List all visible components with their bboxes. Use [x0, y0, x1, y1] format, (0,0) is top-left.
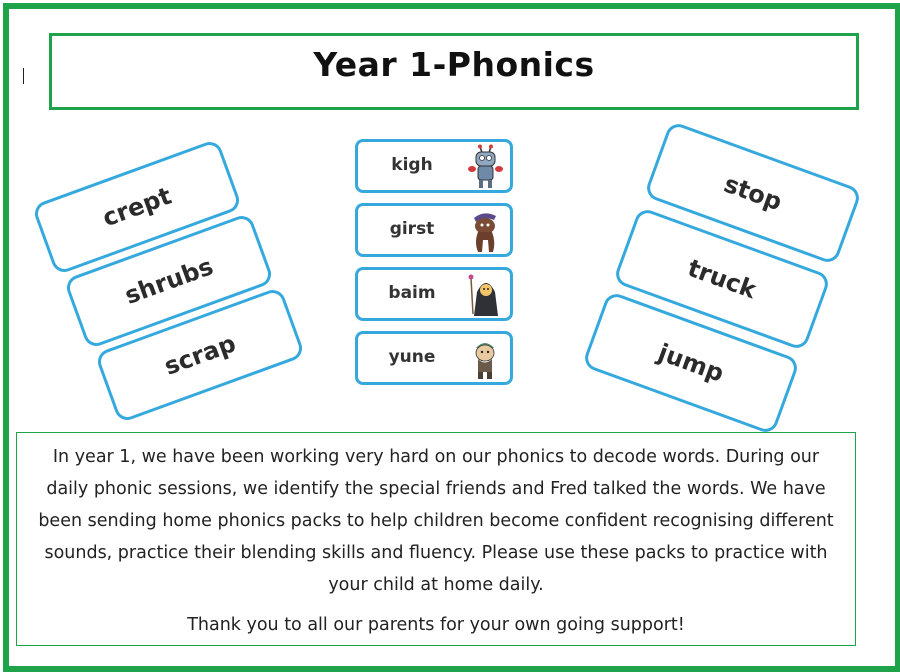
thanks-text: Thank you to all our parents for your own going support! — [187, 615, 685, 635]
alien-word-card-girst — [355, 203, 513, 257]
word-card-label: scrap — [160, 329, 240, 381]
word-card-label: stop — [720, 169, 786, 217]
alien-word-card-kigh — [355, 139, 513, 193]
robot-alien-icon — [466, 144, 504, 190]
goblin-creature-icon — [466, 336, 504, 382]
alien-word-label: kigh — [391, 155, 433, 175]
hooded-wizard-icon — [466, 272, 504, 318]
word-card-label: truck — [684, 253, 760, 305]
horned-creature-icon — [466, 208, 504, 254]
title-box — [49, 33, 859, 110]
alien-word-label: yune — [388, 347, 436, 367]
word-card-label: jump — [654, 338, 728, 388]
alien-word-label: girst — [389, 219, 435, 239]
alien-word-card-baim — [355, 267, 513, 321]
description-box — [16, 432, 856, 646]
alien-word-card-yune — [355, 331, 513, 385]
word-card-label: crept — [98, 181, 176, 233]
text-cursor — [23, 68, 24, 84]
description-text: In year 1, we have been working very hard on our phonics to decode words. During our daily phonic sessions, we identify the special friends and Fred talked the words. We have been sending home phonics packs to help children become confident recognising different sounds, practice their blending skills and fluency. Please use these packs to practice with your child at home daily. — [38, 447, 834, 595]
word-card-label: shrubs — [121, 252, 217, 310]
page-title: Year 1-Phonics — [313, 45, 595, 84]
alien-word-label: baim — [388, 283, 436, 303]
